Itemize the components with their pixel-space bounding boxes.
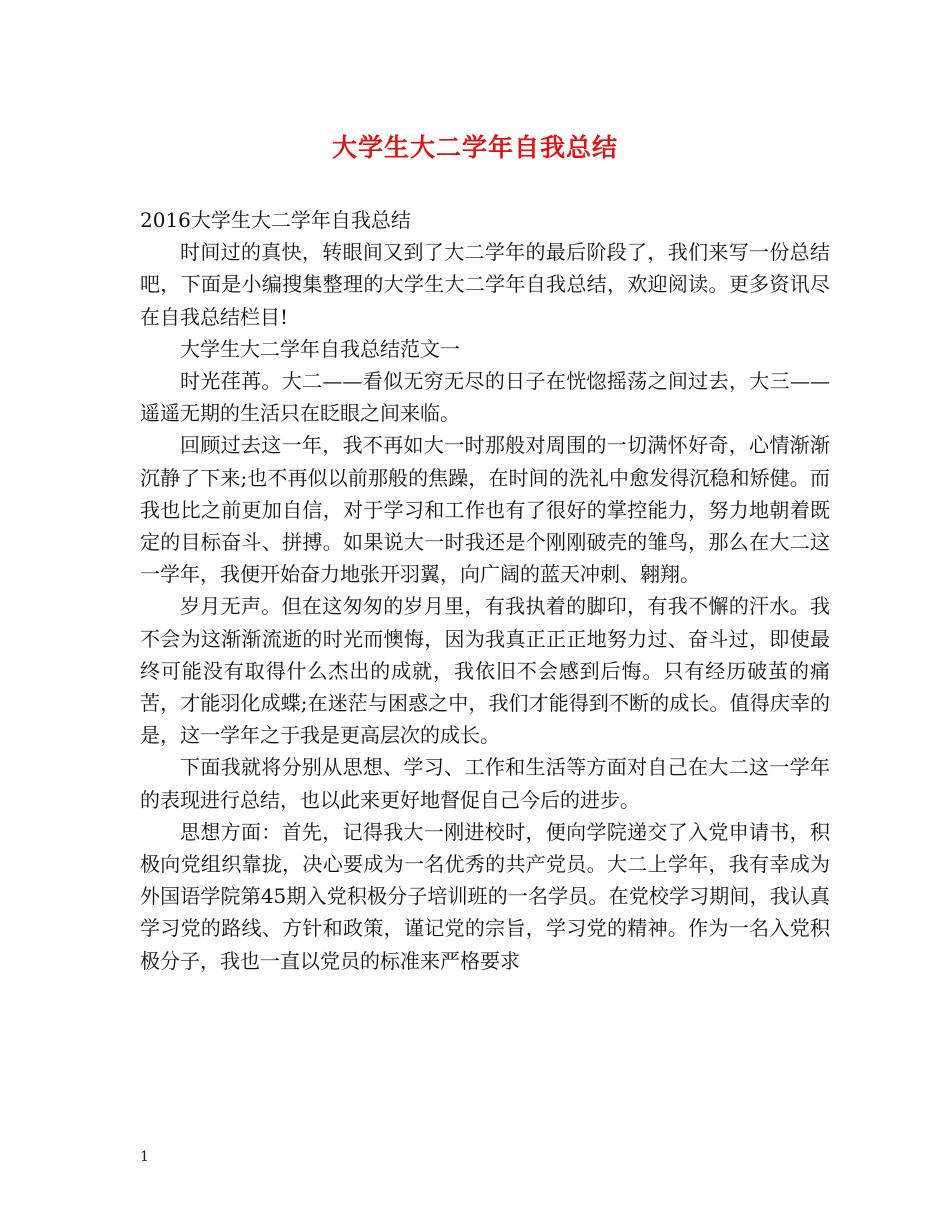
page-number: 1 bbox=[140, 1149, 149, 1165]
body-paragraph: 思想方面：首先，记得我大一刚进校时，便向学院递交了入党申请书，积极向党组织靠拢，决心要成为一名优秀的共产党员。大二上学年，我有幸成为外国语学院第45期入党积极分子培训班的一名学员。在党校学习期间，我认真学习党的路线、方针和政策，谨记党的宗旨，学习党的精神。作为一名入党积极分子，我也一直以党员的标准来严格要求 bbox=[140, 819, 830, 973]
body-paragraph: 回顾过去这一年，我不再如大一时那般对周围的一切满怀好奇，心情渐渐沉静了下来;也不再似以前那般的焦躁，在时间的洗礼中愈发得沉稳和矫健。而我也比之前更加自信，对于学习和工作也有了很好的掌控能力，努力地朝着既定的目标奋斗、拼搏。如果说大一时我还是个刚刚破壳的雏鸟，那么在大二这一学年，我便开始奋力地张开羽翼，向广阔的蓝天冲刺、翱翔。 bbox=[140, 433, 830, 587]
document-body bbox=[140, 204, 830, 977]
body-paragraph: 岁月无声。但在这匆匆的岁月里，有我执着的脚印，有我不懈的汗水。我不会为这渐渐流逝的时光而懊悔，因为我真正正正地努力过、奋斗过，即使最终可能没有取得什么杰出的成就，我依旧不会感到后悔。只有经历破茧的痛苦，才能羽化成蝶;在迷茫与困惑之中，我们才能得到不断的成长。值得庆幸的是，这一学年之于我是更高层次的成长。 bbox=[140, 594, 830, 748]
intro-paragraph: 时间过的真快，转眼间又到了大二学年的最后阶段了，我们来写一份总结吧，下面是小编搜集整理的大学生大二学年自我总结，欢迎阅读。更多资讯尽在自我总结栏目! bbox=[140, 240, 830, 329]
body-paragraph: 时光荏苒。大二——看似无穷无尽的日子在恍惚摇荡之间过去，大三——遥遥无期的生活只在眨眼之间来临。 bbox=[140, 369, 830, 426]
subtitle-paragraph: 2016大学生大二学年自我总结 bbox=[140, 208, 411, 232]
document-title: 大学生大二学年自我总结 bbox=[331, 133, 618, 162]
body-paragraph: 下面我就将分别从思想、学习、工作和生活等方面对自己在大二这一学年的表现进行总结，也以此来更好地督促自己今后的进步。 bbox=[140, 755, 830, 812]
section-heading: 大学生大二学年自我总结范文一 bbox=[180, 336, 460, 361]
